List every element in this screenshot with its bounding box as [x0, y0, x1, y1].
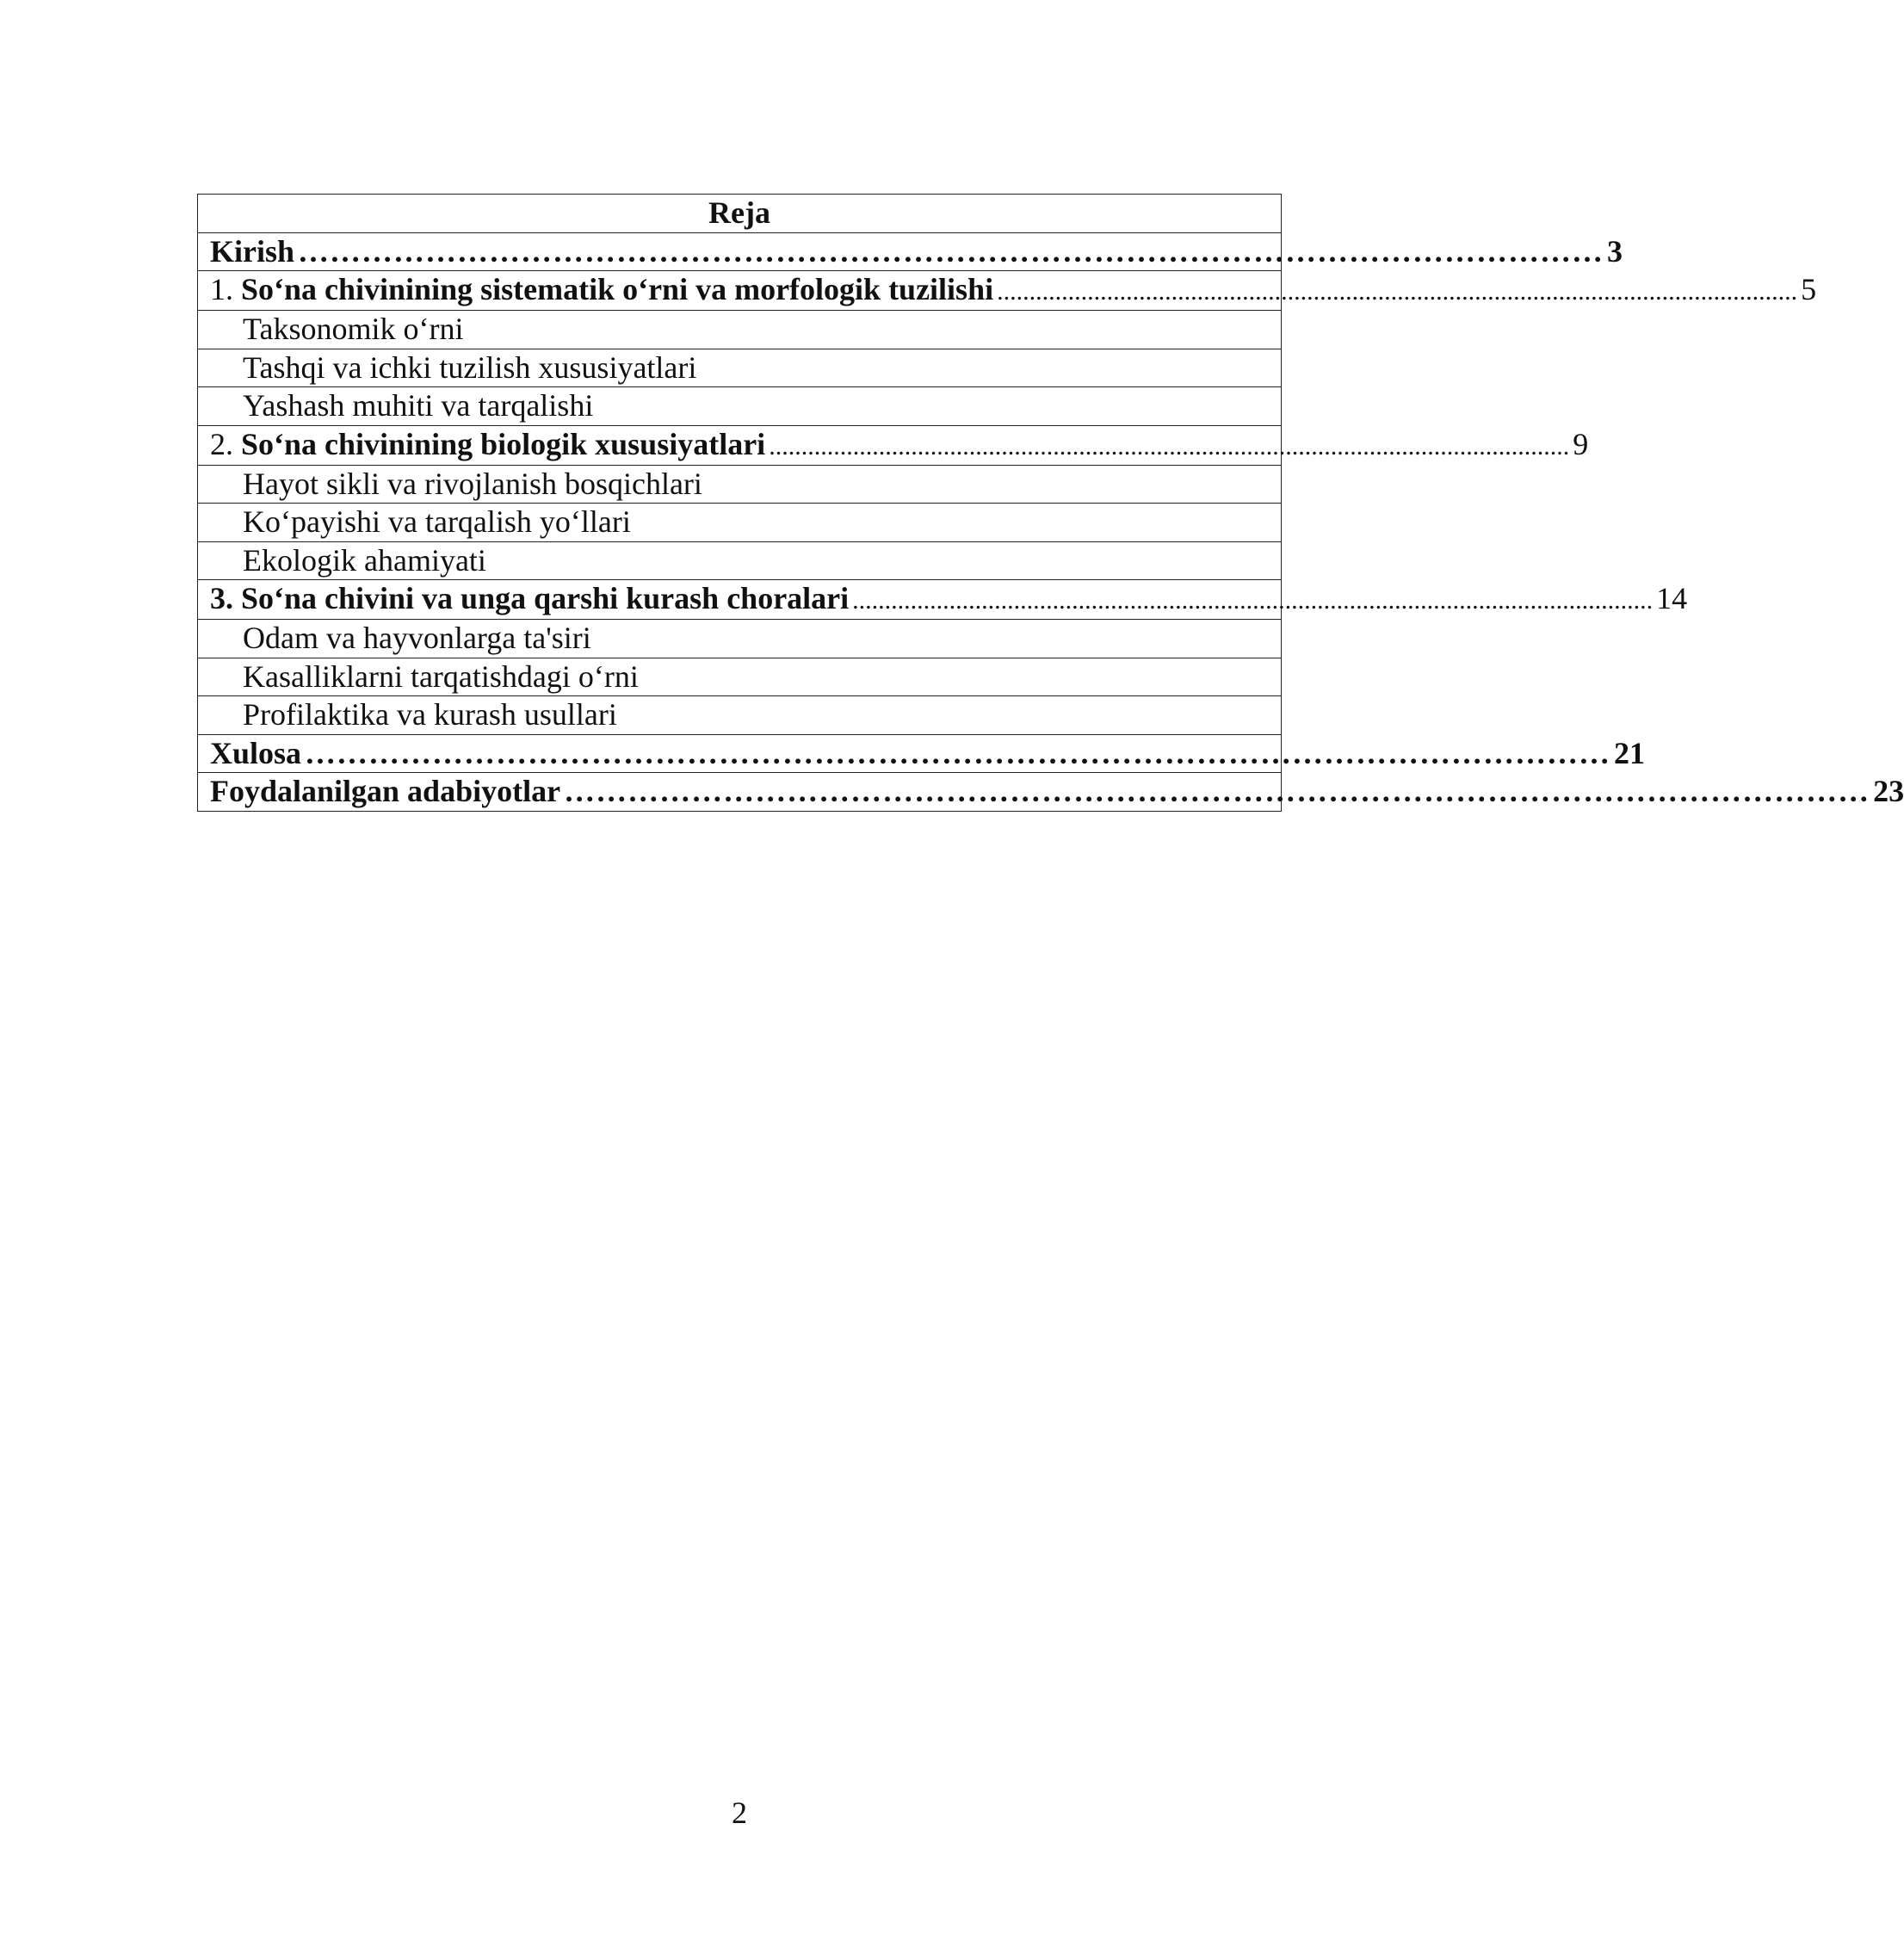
leader-dots: ............................................................................................................................	[997, 277, 1798, 306]
subitem-label: Ko‘payishi va tarqalish yo‘llari	[198, 504, 1282, 542]
toc-row-subitem	[198, 387, 1282, 426]
section-title: So‘na chivini va unga qarshi kurash choralari	[241, 581, 850, 615]
toc-row-subitem	[198, 541, 1282, 580]
toc-row-section-2	[198, 425, 1282, 465]
toc-intro-page: 3	[1607, 233, 1623, 269]
subitem-label: Taksonomik o‘rni	[198, 311, 1282, 349]
toc-row-subitem	[198, 504, 1282, 542]
toc-conclusion-label: Xulosa	[210, 735, 302, 770]
toc-row-subitem	[198, 311, 1282, 349]
subitem-label: Odam va hayvonlarga ta'siri	[198, 620, 1282, 658]
toc-references-label: Foydalanilgan adabiyotlar	[210, 774, 561, 809]
subitem-label: Hayot sikli va rivojlanish bosqichlari	[198, 465, 1282, 504]
toc-row-subitem	[198, 465, 1282, 504]
leader-dots: ............................................................................................................................	[769, 431, 1570, 460]
section-page: 5	[1801, 272, 1817, 306]
section-title: So‘na chivinining sistematik o‘rni va morfologik tuzilishi	[241, 272, 994, 306]
toc-row-section-3	[198, 580, 1282, 620]
toc-row-subitem	[198, 696, 1282, 735]
section-number: 1.	[210, 272, 233, 306]
leader-dots: ……………………………………………………………………………………………………………	[564, 774, 1870, 809]
toc-references-page: 23	[1873, 774, 1904, 809]
subitem-label: Profilaktika va kurash usullari	[198, 696, 1282, 735]
toc-row-subitem	[198, 620, 1282, 658]
toc-conclusion-page: 21	[1614, 735, 1646, 770]
section-page: 9	[1573, 426, 1589, 461]
section-number: 2.	[210, 426, 233, 461]
toc-row-section-1	[198, 271, 1282, 311]
leader-dots: ............................................................................................................................	[852, 586, 1654, 615]
subitem-label: Kasalliklarni tarqatishdagi o‘rni	[198, 658, 1282, 696]
toc-row-subitem	[198, 658, 1282, 696]
subitem-label: Ekologik ahamiyati	[198, 541, 1282, 580]
table-of-contents	[197, 194, 1904, 812]
section-page: 14	[1656, 581, 1688, 615]
toc-header-row	[198, 195, 1282, 233]
subitem-label: Yashash muhiti va tarqalishi	[198, 387, 1282, 426]
toc-title: Reja	[198, 195, 1282, 233]
page-number: 2	[732, 1796, 747, 1830]
section-number: 3.	[210, 581, 233, 615]
toc-row-intro	[198, 232, 1282, 271]
leader-dots: ……………………………………………………………………………………………………………	[298, 233, 1604, 269]
section-title: So‘na chivinining biologik xususiyatlari	[241, 426, 766, 461]
toc-row-conclusion	[198, 734, 1282, 773]
toc-intro-label: Kirish	[210, 233, 295, 269]
toc-row-references	[198, 773, 1282, 812]
leader-dots: ……………………………………………………………………………………………………………	[305, 735, 1611, 770]
toc-row-subitem	[198, 349, 1282, 387]
subitem-label: Tashqi va ichki tuzilish xususiyatlari	[198, 349, 1282, 387]
